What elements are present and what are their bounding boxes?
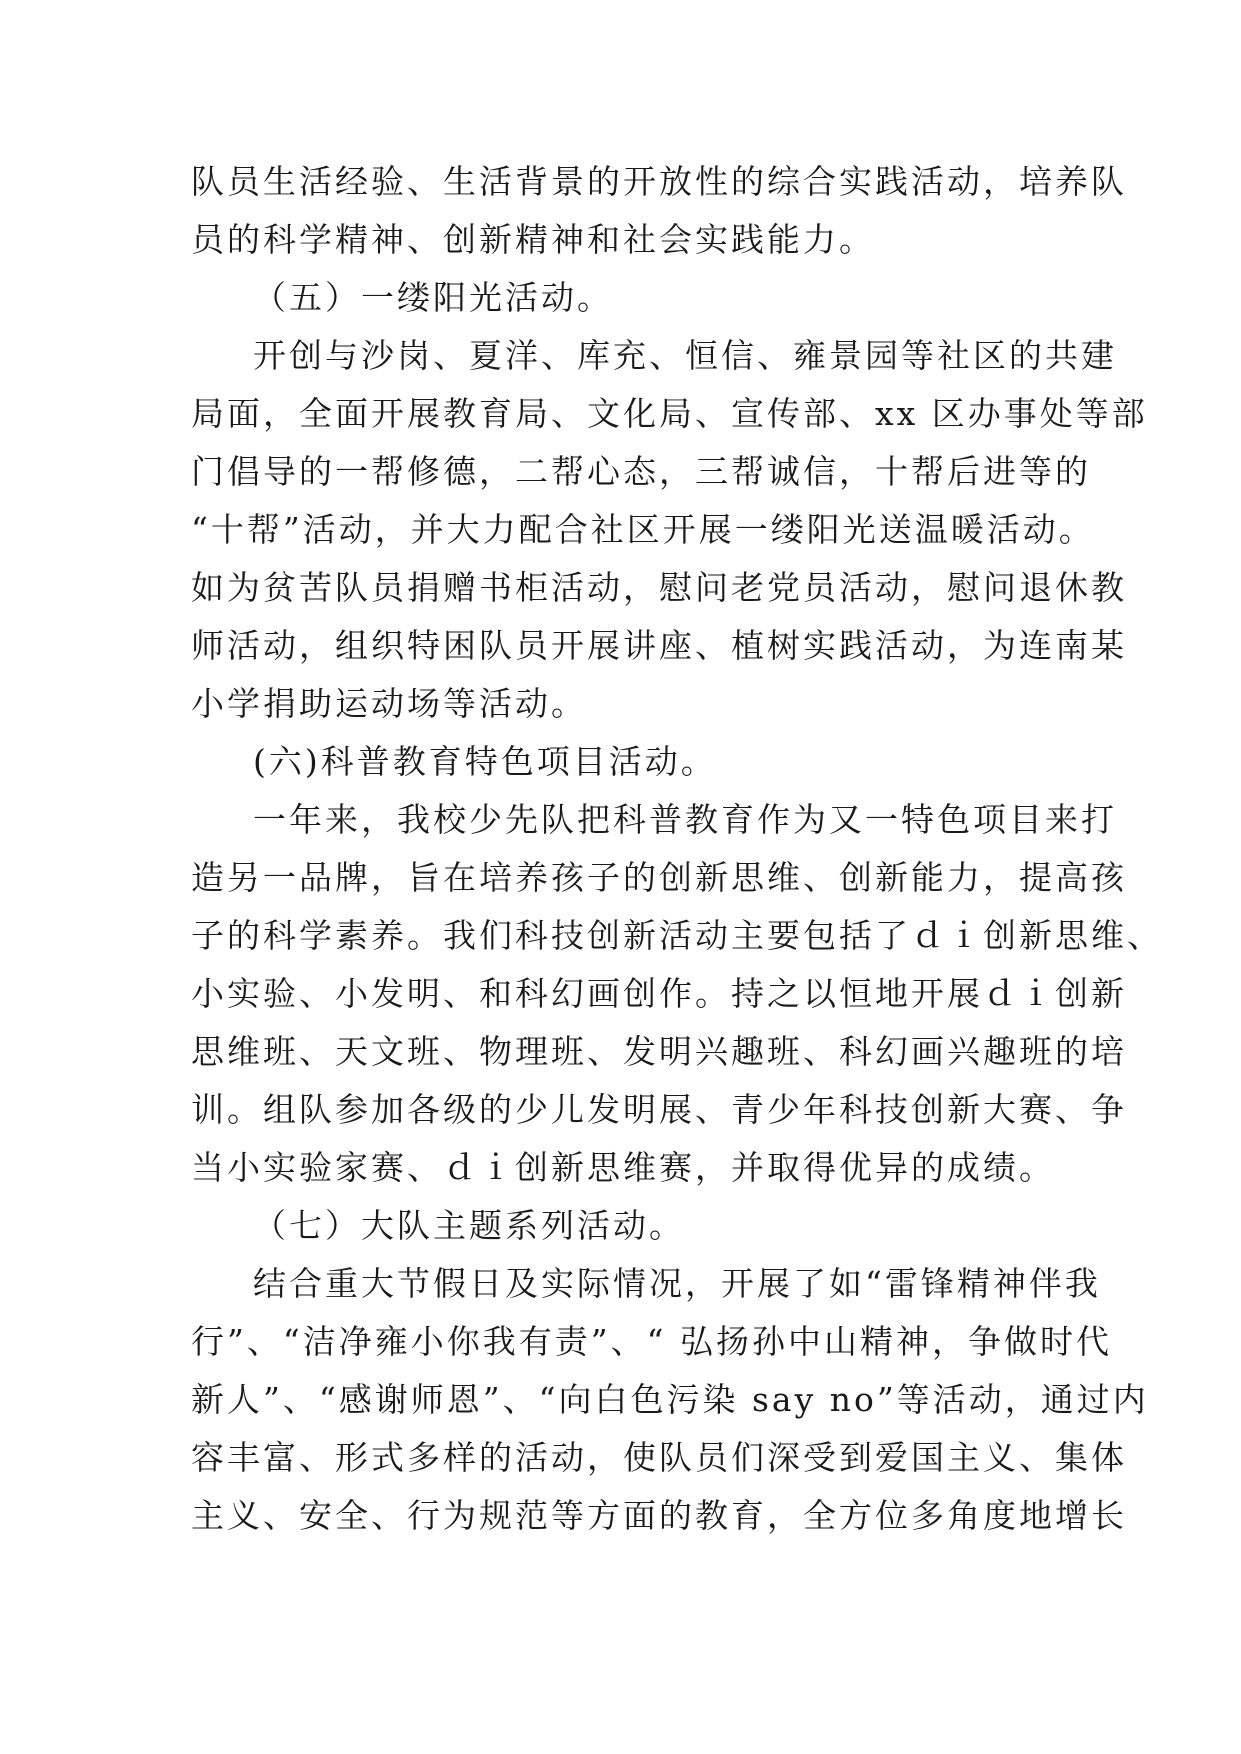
text-line: 小实验、小发明、和科幻画创作。持之以恒地开展ｄｉ创新 xyxy=(191,974,1127,1013)
text-line: 局面，全面开展教育局、文化局、宣传部、xx 区办事处等部 xyxy=(191,394,1148,433)
text-line: 如为贫苦队员捐赠书柜活动，慰问老党员活动，慰问退休教 xyxy=(191,568,1127,607)
text-line: 小学捐助运动场等活动。 xyxy=(191,684,587,723)
text-line: 员的科学精神、创新精神和社会实践能力。 xyxy=(191,220,875,259)
text-line: 行”、“洁净雍小你我有责”、“ 弘扬孙中山精神，争做时代 xyxy=(191,1322,1112,1361)
text-line: 师活动，组织特困队员开展讲座、植树实践活动，为连南某 xyxy=(191,626,1127,665)
text-line: 新人”、“感谢师恩”、“向白色污染 say no”等活动，通过内 xyxy=(191,1380,1149,1419)
text-line: 队员生活经验、生活背景的开放性的综合实践活动，培养队 xyxy=(191,162,1127,201)
paragraph-start: 开创与沙岗、夏洋、库充、恒信、雍景园等社区的共建 xyxy=(253,336,1117,375)
section-heading-7: （七）大队主题系列活动。 xyxy=(253,1206,685,1245)
text-line: 思维班、天文班、物理班、发明兴趣班、科幻画兴趣班的培 xyxy=(191,1032,1127,1071)
paragraph-start: 一年来，我校少先队把科普教育作为又一特色项目来打 xyxy=(253,800,1117,839)
text-line: 训。组队参加各级的少儿发明展、青少年科技创新大赛、争 xyxy=(191,1090,1127,1129)
section-heading-5: （五）一缕阳光活动。 xyxy=(253,278,613,317)
section-heading-6: (六)科普教育特色项目活动。 xyxy=(253,742,717,781)
text-line: 门倡导的一帮修德，二帮心态，三帮诚信，十帮后进等的 xyxy=(191,452,1091,491)
text-line: 子的科学素养。我们科技创新活动主要包括了ｄｉ创新思维、 xyxy=(191,916,1163,955)
text-line: 当小实验家赛、ｄｉ创新思维赛，并取得优异的成绩。 xyxy=(191,1148,1055,1187)
text-line: “十帮”活动，并大力配合社区开展一缕阳光送温暖活动。 xyxy=(191,510,1095,549)
text-line: 主义、安全、行为规范等方面的教育，全方位多角度地增长 xyxy=(191,1496,1127,1535)
paragraph-start: 结合重大节假日及实际情况，开展了如“雷锋精神伴我 xyxy=(253,1264,1101,1303)
text-line: 容丰富、形式多样的活动，使队员们深受到爱国主义、集体 xyxy=(191,1438,1127,1477)
text-line: 造另一品牌，旨在培养孩子的创新思维、创新能力，提高孩 xyxy=(191,858,1127,897)
